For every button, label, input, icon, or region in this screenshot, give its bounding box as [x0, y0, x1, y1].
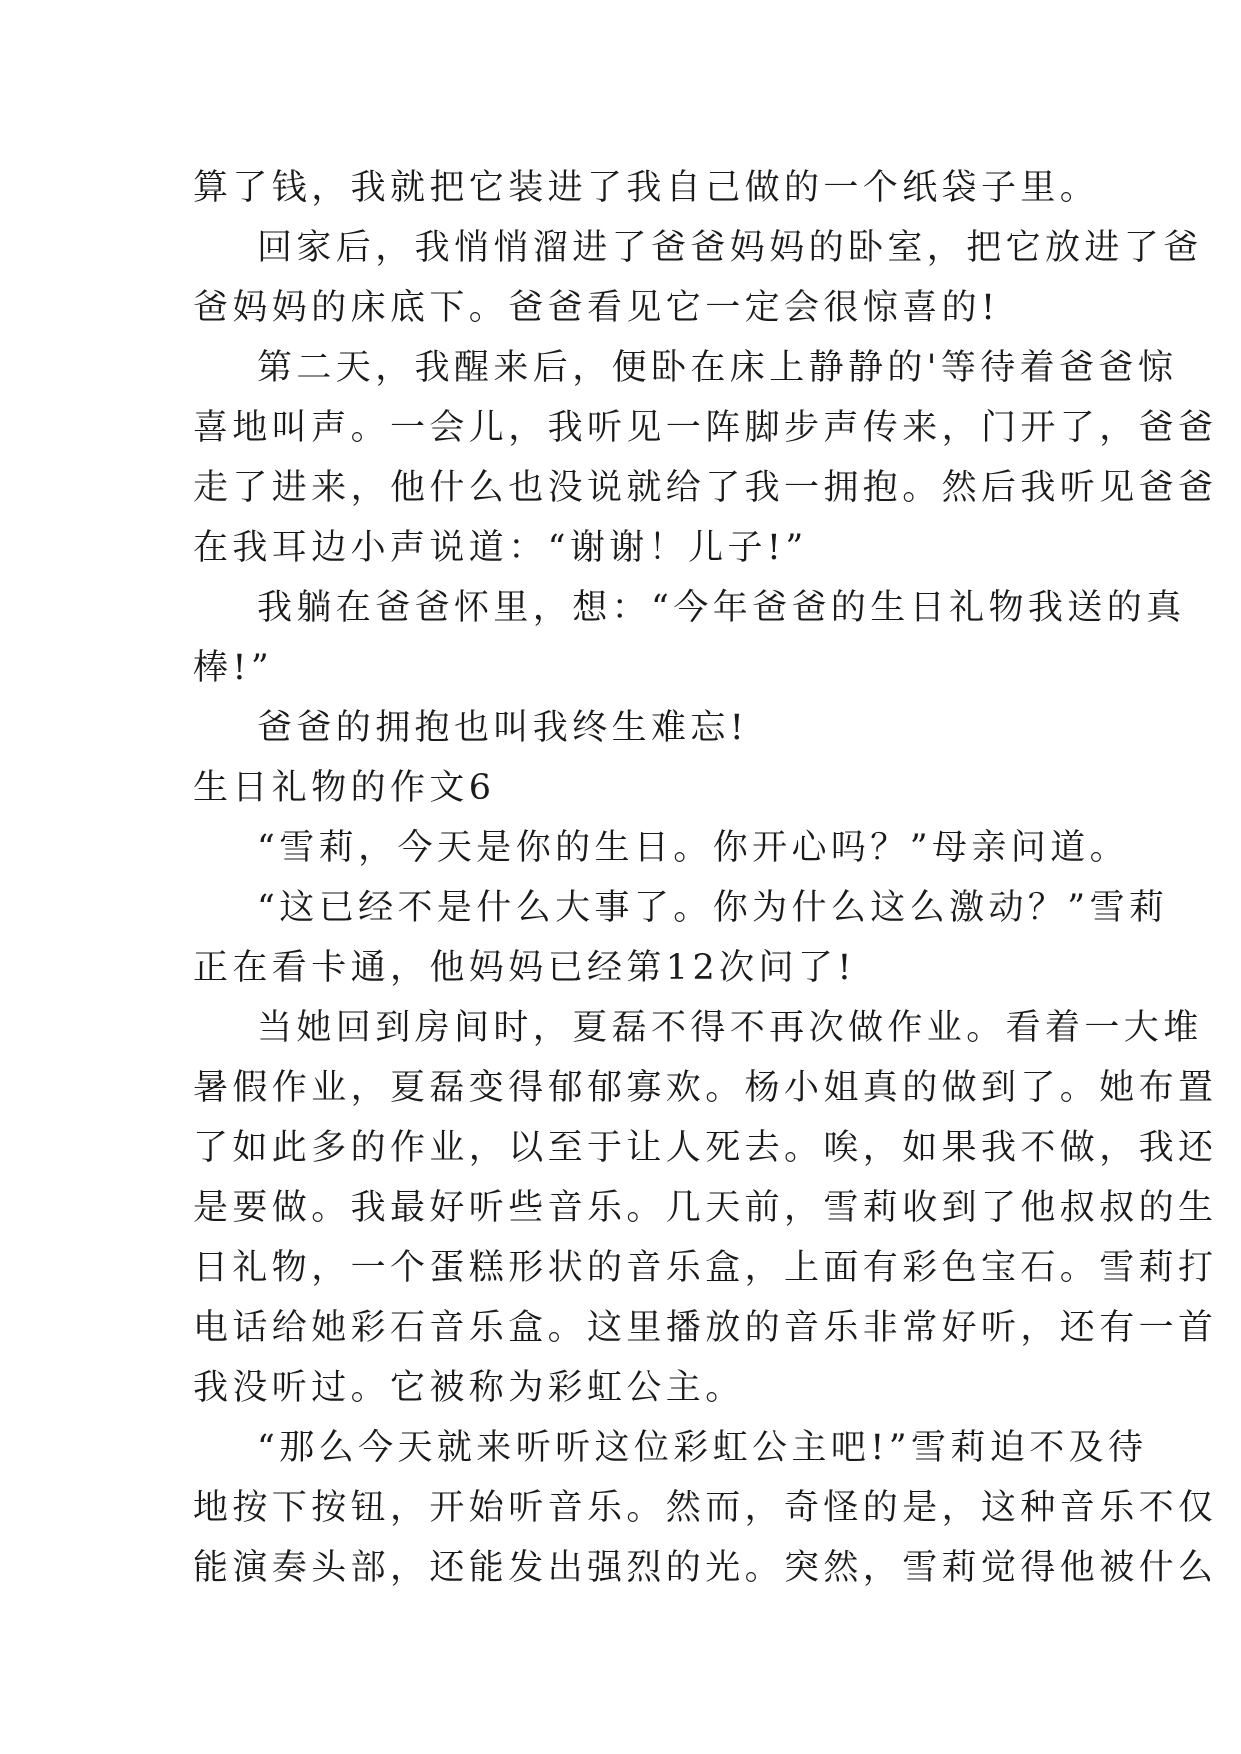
text-line: 暑假作业，夏磊变得郁郁寡欢。杨小姐真的做到了。她布置 [193, 1068, 1218, 1108]
section-title: 生日礼物的作文6 [193, 768, 496, 808]
text-line: 了如此多的作业，以至于让人死去。唉，如果我不做，我还 [193, 1128, 1218, 1168]
text-line: “雪莉，今天是你的生日。你开心吗？”母亲问道。 [257, 828, 1129, 868]
text-line: 是要做。我最好听些音乐。几天前，雪莉收到了他叔叔的生 [193, 1188, 1218, 1228]
text-line: 日礼物，一个蛋糕形状的音乐盒，上面有彩色宝石。雪莉打 [193, 1248, 1218, 1288]
text-line: 电话给她彩石音乐盒。这里播放的音乐非常好听，还有一首 [193, 1308, 1218, 1348]
text-line: 正在看卡通，他妈妈已经第12次问了! [193, 948, 856, 988]
text-line: 能演奏头部，还能发出强烈的光。突然，雪莉觉得他被什么 [193, 1548, 1218, 1588]
text-line: “那么今天就来听听这位彩虹公主吧!”雪莉迫不及待 [257, 1428, 1148, 1468]
text-line: 爸爸的拥抱也叫我终生难忘! [257, 708, 749, 748]
text-line: 算了钱，我就把它装进了我自己做的一个纸袋子里。 [193, 168, 1100, 208]
text-line: 当她回到房间时，夏磊不得不再次做作业。看着一大堆 [257, 1008, 1203, 1048]
text-line: 回家后，我悄悄溜进了爸爸妈妈的卧室，把它放进了爸 [257, 228, 1203, 268]
document-body [193, 158, 1218, 1598]
text-line: “这已经不是什么大事了。你为什么这么激动？”雪莉 [257, 888, 1169, 928]
text-line: 我没听过。它被称为彩虹公主。 [193, 1368, 745, 1408]
text-line: 走了进来，他什么也没说就给了我一拥抱。然后我听见爸爸 [193, 468, 1218, 508]
text-line: 地按下按钮，开始听音乐。然而，奇怪的是，这种音乐不仅 [193, 1488, 1218, 1528]
text-line: 棒!” [193, 648, 274, 688]
text-line: 爸妈妈的床底下。爸爸看见它一定会很惊喜的! [193, 288, 1000, 328]
text-line: 我躺在爸爸怀里，想：“今年爸爸的生日礼物我送的真 [257, 588, 1186, 628]
text-line: 在我耳边小声说道：“谢谢！儿子!” [193, 528, 808, 568]
text-line: 喜地叫声。一会儿，我听见一阵脚步声传来，门开了，爸爸 [193, 408, 1218, 448]
text-line: 第二天，我醒来后，便卧在床上静静的'等待着爸爸惊 [257, 348, 1178, 388]
